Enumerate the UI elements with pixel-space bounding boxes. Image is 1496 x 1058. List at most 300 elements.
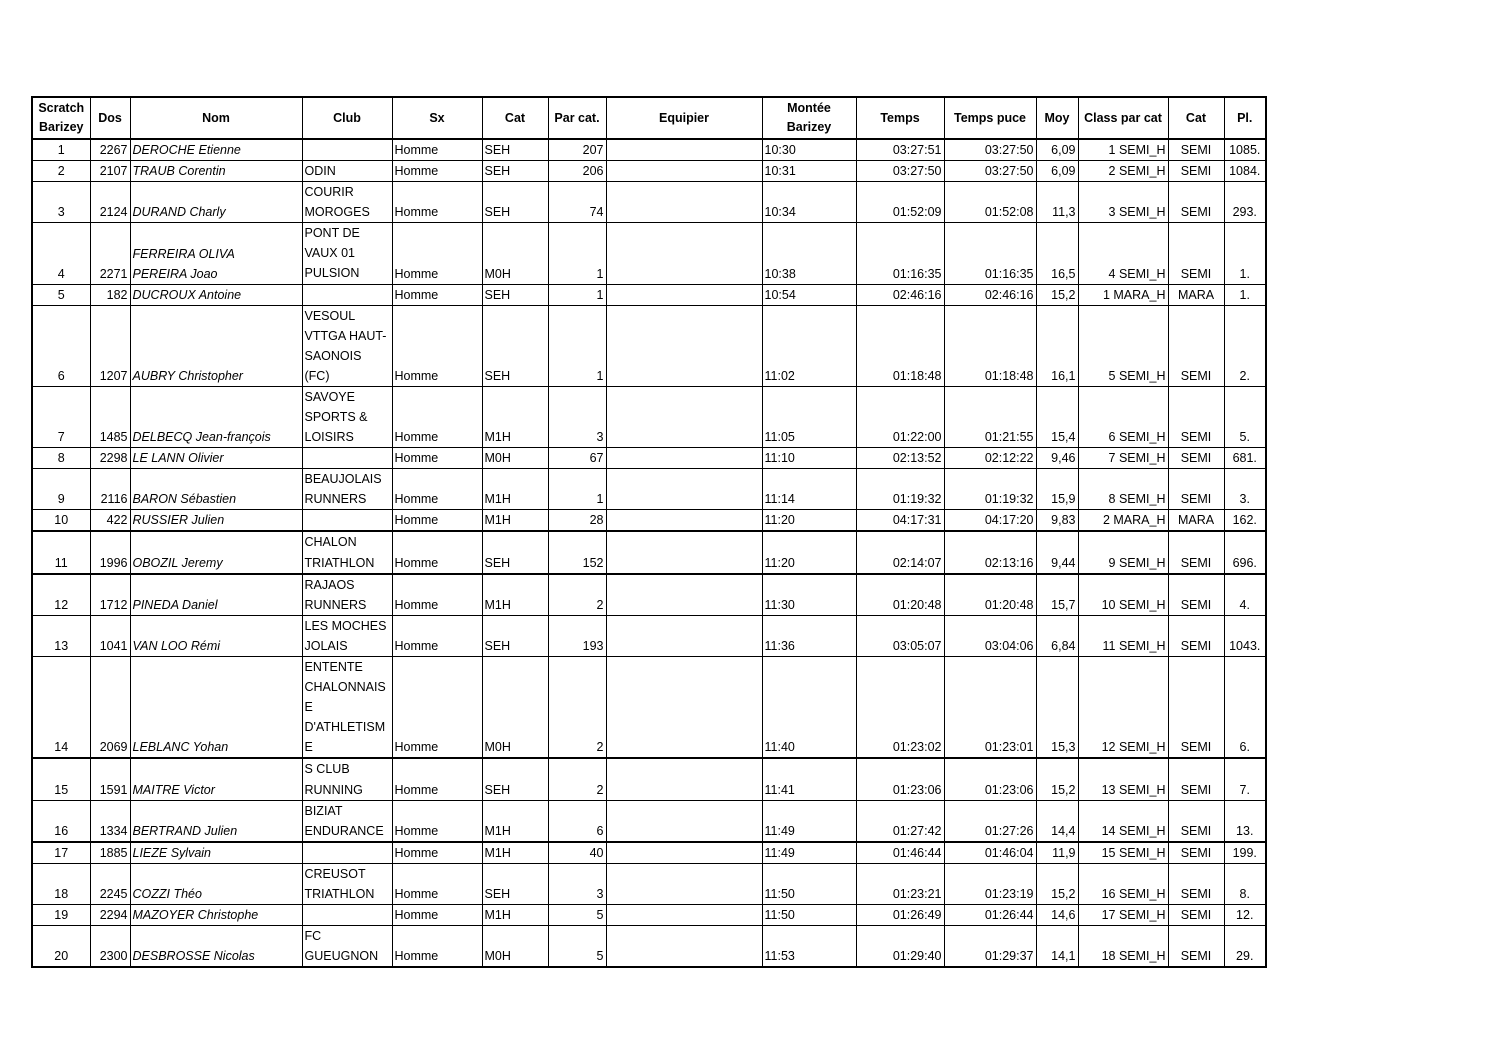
cell-nom: BARON Sébastien xyxy=(130,469,302,510)
cell-club: CREUSOT TRIATHLON xyxy=(302,863,392,904)
cell-nom: LE LANN Olivier xyxy=(130,448,302,469)
cell-temps-puce: 01:26:44 xyxy=(944,905,1036,926)
cell-par-cat: 5 xyxy=(548,926,606,968)
col-header-temps: Temps xyxy=(856,97,944,139)
cell-pl: 1. xyxy=(1224,284,1266,305)
cell-nom: DURAND Charly xyxy=(130,182,302,223)
cell-moy: 9,44 xyxy=(1036,531,1078,573)
cell-class-par-cat: 11 SEMI_H xyxy=(1078,615,1168,656)
cell-pl: 13. xyxy=(1224,800,1266,842)
cell-temps: 02:46:16 xyxy=(856,284,944,305)
cell-cat: SEH xyxy=(482,531,548,573)
cell-temps-puce: 01:46:04 xyxy=(944,842,1036,864)
cell-class-par-cat: 12 SEMI_H xyxy=(1078,656,1168,758)
cell-moy: 14,1 xyxy=(1036,926,1078,968)
cell-nom: LEBLANC Yohan xyxy=(130,656,302,758)
cell-moy: 16,5 xyxy=(1036,223,1078,284)
cell-cat: M0H xyxy=(482,926,548,968)
cell-cat-2: SEMI xyxy=(1168,926,1224,968)
col-header-temps-puce: Temps puce xyxy=(944,97,1036,139)
cell-par-cat: 3 xyxy=(548,863,606,904)
cell-scratch: 7 xyxy=(32,386,90,447)
cell-sx: Homme xyxy=(392,842,482,864)
cell-temps: 01:46:44 xyxy=(856,842,944,864)
cell-temps-puce: 03:04:06 xyxy=(944,615,1036,656)
table-row xyxy=(32,223,1266,284)
cell-pl: 4. xyxy=(1224,574,1266,616)
cell-sx: Homme xyxy=(392,305,482,386)
cell-club: PONT DE VAUX 01 PULSION xyxy=(302,223,392,284)
cell-cat-2: SEMI xyxy=(1168,305,1224,386)
cell-scratch: 20 xyxy=(32,926,90,968)
cell-equipier xyxy=(606,305,762,386)
cell-sx: Homme xyxy=(392,905,482,926)
cell-montee: 11:20 xyxy=(762,510,856,532)
cell-nom: DUCROUX Antoine xyxy=(130,284,302,305)
cell-pl: 1085. xyxy=(1224,139,1266,161)
cell-par-cat: 74 xyxy=(548,182,606,223)
cell-temps-puce: 01:23:06 xyxy=(944,758,1036,800)
cell-montee: 10:34 xyxy=(762,182,856,223)
cell-club: RAJAOS RUNNERS xyxy=(302,574,392,616)
cell-temps: 01:23:02 xyxy=(856,656,944,758)
cell-dos: 2267 xyxy=(90,139,130,161)
cell-sx: Homme xyxy=(392,615,482,656)
cell-cat: M1H xyxy=(482,510,548,532)
cell-cat: M0H xyxy=(482,448,548,469)
cell-scratch: 2 xyxy=(32,161,90,182)
cell-pl: 7. xyxy=(1224,758,1266,800)
cell-sx: Homme xyxy=(392,182,482,223)
cell-cat-2: SEMI xyxy=(1168,574,1224,616)
cell-cat-2: MARA xyxy=(1168,510,1224,532)
cell-dos: 2300 xyxy=(90,926,130,968)
cell-moy: 14,6 xyxy=(1036,905,1078,926)
cell-montee: 11:41 xyxy=(762,758,856,800)
cell-equipier xyxy=(606,386,762,447)
cell-cat: M1H xyxy=(482,386,548,447)
cell-dos: 182 xyxy=(90,284,130,305)
cell-scratch: 9 xyxy=(32,469,90,510)
results-table xyxy=(31,96,1267,968)
cell-cat-2: SEMI xyxy=(1168,863,1224,904)
cell-nom: MAZOYER Christophe xyxy=(130,905,302,926)
cell-pl: 1. xyxy=(1224,223,1266,284)
cell-montee: 11:50 xyxy=(762,863,856,904)
cell-cat-2: SEMI xyxy=(1168,469,1224,510)
cell-dos: 2069 xyxy=(90,656,130,758)
cell-par-cat: 67 xyxy=(548,448,606,469)
cell-nom: DELBECQ Jean-françois xyxy=(130,386,302,447)
cell-temps: 02:13:52 xyxy=(856,448,944,469)
cell-par-cat: 40 xyxy=(548,842,606,864)
cell-par-cat: 1 xyxy=(548,284,606,305)
col-header-scratch: Scratch Barizey xyxy=(32,97,90,139)
cell-montee: 11:40 xyxy=(762,656,856,758)
cell-nom: COZZI Théo xyxy=(130,863,302,904)
cell-scratch: 13 xyxy=(32,615,90,656)
cell-par-cat: 207 xyxy=(548,139,606,161)
cell-moy: 15,2 xyxy=(1036,758,1078,800)
cell-nom: TRAUB Corentin xyxy=(130,161,302,182)
cell-temps: 03:05:07 xyxy=(856,615,944,656)
cell-moy: 15,2 xyxy=(1036,284,1078,305)
cell-nom: MAITRE Victor xyxy=(130,758,302,800)
cell-pl: 2. xyxy=(1224,305,1266,386)
cell-club xyxy=(302,139,392,161)
cell-temps-puce: 01:52:08 xyxy=(944,182,1036,223)
table-row xyxy=(32,305,1266,386)
cell-cat: SEH xyxy=(482,758,548,800)
cell-class-par-cat: 5 SEMI_H xyxy=(1078,305,1168,386)
cell-moy: 15,9 xyxy=(1036,469,1078,510)
cell-pl: 8. xyxy=(1224,863,1266,904)
cell-class-par-cat: 6 SEMI_H xyxy=(1078,386,1168,447)
col-header-cat-2: Cat xyxy=(1168,97,1224,139)
cell-temps: 01:16:35 xyxy=(856,223,944,284)
cell-scratch: 12 xyxy=(32,574,90,616)
col-header-class-par-cat: Class par cat xyxy=(1078,97,1168,139)
cell-temps-puce: 01:23:19 xyxy=(944,863,1036,904)
cell-temps: 01:23:21 xyxy=(856,863,944,904)
cell-equipier xyxy=(606,615,762,656)
cell-pl: 29. xyxy=(1224,926,1266,968)
cell-equipier xyxy=(606,161,762,182)
cell-equipier xyxy=(606,469,762,510)
cell-cat-2: SEMI xyxy=(1168,161,1224,182)
cell-cat: SEH xyxy=(482,161,548,182)
cell-montee: 10:38 xyxy=(762,223,856,284)
cell-temps: 01:52:09 xyxy=(856,182,944,223)
cell-pl: 6. xyxy=(1224,656,1266,758)
cell-class-par-cat: 18 SEMI_H xyxy=(1078,926,1168,968)
table-row xyxy=(32,531,1266,573)
cell-nom: BERTRAND Julien xyxy=(130,800,302,842)
cell-scratch: 4 xyxy=(32,223,90,284)
cell-dos: 2107 xyxy=(90,161,130,182)
col-header-cat: Cat xyxy=(482,97,548,139)
cell-moy: 14,4 xyxy=(1036,800,1078,842)
cell-dos: 2294 xyxy=(90,905,130,926)
col-header-dos: Dos xyxy=(90,97,130,139)
cell-pl: 1043. xyxy=(1224,615,1266,656)
cell-cat: M1H xyxy=(482,469,548,510)
cell-cat-2: SEMI xyxy=(1168,758,1224,800)
cell-moy: 15,4 xyxy=(1036,386,1078,447)
cell-class-par-cat: 14 SEMI_H xyxy=(1078,800,1168,842)
cell-montee: 11:49 xyxy=(762,800,856,842)
cell-equipier xyxy=(606,842,762,864)
cell-montee: 10:30 xyxy=(762,139,856,161)
cell-cat: SEH xyxy=(482,139,548,161)
cell-temps: 01:26:49 xyxy=(856,905,944,926)
cell-temps: 02:14:07 xyxy=(856,531,944,573)
cell-sx: Homme xyxy=(392,284,482,305)
cell-class-par-cat: 8 SEMI_H xyxy=(1078,469,1168,510)
cell-moy: 15,3 xyxy=(1036,656,1078,758)
cell-par-cat: 2 xyxy=(548,656,606,758)
cell-class-par-cat: 2 MARA_H xyxy=(1078,510,1168,532)
cell-montee: 11:05 xyxy=(762,386,856,447)
cell-cat: M0H xyxy=(482,656,548,758)
cell-equipier xyxy=(606,905,762,926)
cell-temps: 01:29:40 xyxy=(856,926,944,968)
cell-par-cat: 5 xyxy=(548,905,606,926)
cell-par-cat: 1 xyxy=(548,469,606,510)
table-row xyxy=(32,905,1266,926)
cell-club xyxy=(302,448,392,469)
col-header-sx: Sx xyxy=(392,97,482,139)
cell-par-cat: 2 xyxy=(548,758,606,800)
cell-cat-2: SEMI xyxy=(1168,223,1224,284)
col-header-moy: Moy xyxy=(1036,97,1078,139)
cell-cat: SEH xyxy=(482,615,548,656)
cell-pl: 681. xyxy=(1224,448,1266,469)
cell-class-par-cat: 17 SEMI_H xyxy=(1078,905,1168,926)
cell-moy: 9,83 xyxy=(1036,510,1078,532)
cell-sx: Homme xyxy=(392,531,482,573)
cell-par-cat: 3 xyxy=(548,386,606,447)
table-row xyxy=(32,182,1266,223)
cell-class-par-cat: 16 SEMI_H xyxy=(1078,863,1168,904)
cell-moy: 16,1 xyxy=(1036,305,1078,386)
cell-montee: 11:49 xyxy=(762,842,856,864)
cell-club xyxy=(302,905,392,926)
cell-scratch: 11 xyxy=(32,531,90,573)
cell-par-cat: 6 xyxy=(548,800,606,842)
cell-cat: M1H xyxy=(482,842,548,864)
cell-nom: OBOZIL Jeremy xyxy=(130,531,302,573)
cell-montee: 11:14 xyxy=(762,469,856,510)
col-header-nom: Nom xyxy=(130,97,302,139)
cell-temps-puce: 03:27:50 xyxy=(944,161,1036,182)
table-row xyxy=(32,800,1266,842)
cell-temps: 01:20:48 xyxy=(856,574,944,616)
cell-dos: 1885 xyxy=(90,842,130,864)
cell-pl: 199. xyxy=(1224,842,1266,864)
cell-equipier xyxy=(606,926,762,968)
col-header-club: Club xyxy=(302,97,392,139)
cell-par-cat: 1 xyxy=(548,223,606,284)
cell-class-par-cat: 9 SEMI_H xyxy=(1078,531,1168,573)
table-row xyxy=(32,656,1266,758)
cell-scratch: 19 xyxy=(32,905,90,926)
col-header-par-cat: Par cat. xyxy=(548,97,606,139)
cell-montee: 10:54 xyxy=(762,284,856,305)
cell-scratch: 8 xyxy=(32,448,90,469)
table-row xyxy=(32,386,1266,447)
cell-sx: Homme xyxy=(392,469,482,510)
cell-temps-puce: 02:46:16 xyxy=(944,284,1036,305)
cell-equipier xyxy=(606,284,762,305)
cell-cat: M1H xyxy=(482,800,548,842)
cell-temps: 01:27:42 xyxy=(856,800,944,842)
cell-club: CHALON TRIATHLON xyxy=(302,531,392,573)
cell-dos: 2245 xyxy=(90,863,130,904)
cell-moy: 15,7 xyxy=(1036,574,1078,616)
cell-equipier xyxy=(606,656,762,758)
cell-dos: 1207 xyxy=(90,305,130,386)
cell-scratch: 10 xyxy=(32,510,90,532)
cell-dos: 422 xyxy=(90,510,130,532)
table-row xyxy=(32,284,1266,305)
cell-equipier xyxy=(606,182,762,223)
cell-dos: 2271 xyxy=(90,223,130,284)
cell-par-cat: 152 xyxy=(548,531,606,573)
cell-temps-puce: 03:27:50 xyxy=(944,139,1036,161)
cell-dos: 1996 xyxy=(90,531,130,573)
cell-temps-puce: 01:21:55 xyxy=(944,386,1036,447)
cell-dos: 2298 xyxy=(90,448,130,469)
cell-cat: M1H xyxy=(482,574,548,616)
cell-scratch: 1 xyxy=(32,139,90,161)
cell-class-par-cat: 4 SEMI_H xyxy=(1078,223,1168,284)
cell-nom: VAN LOO Rémi xyxy=(130,615,302,656)
cell-club: VESOUL VTTGA HAUT- SAONOIS (FC) xyxy=(302,305,392,386)
cell-equipier xyxy=(606,510,762,532)
cell-sx: Homme xyxy=(392,510,482,532)
cell-cat-2: SEMI xyxy=(1168,182,1224,223)
cell-cat-2: SEMI xyxy=(1168,615,1224,656)
cell-nom: PINEDA Daniel xyxy=(130,574,302,616)
cell-moy: 11,9 xyxy=(1036,842,1078,864)
table-row xyxy=(32,139,1266,161)
cell-class-par-cat: 10 SEMI_H xyxy=(1078,574,1168,616)
cell-temps: 01:22:00 xyxy=(856,386,944,447)
table-row xyxy=(32,926,1266,968)
cell-class-par-cat: 1 MARA_H xyxy=(1078,284,1168,305)
cell-club: ODIN xyxy=(302,161,392,182)
cell-dos: 1485 xyxy=(90,386,130,447)
cell-equipier xyxy=(606,758,762,800)
cell-montee: 11:50 xyxy=(762,905,856,926)
cell-temps: 01:23:06 xyxy=(856,758,944,800)
cell-pl: 1084. xyxy=(1224,161,1266,182)
cell-pl: 5. xyxy=(1224,386,1266,447)
cell-class-par-cat: 15 SEMI_H xyxy=(1078,842,1168,864)
cell-par-cat: 28 xyxy=(548,510,606,532)
cell-scratch: 5 xyxy=(32,284,90,305)
cell-pl: 696. xyxy=(1224,531,1266,573)
cell-scratch: 16 xyxy=(32,800,90,842)
cell-cat-2: MARA xyxy=(1168,284,1224,305)
cell-dos: 1334 xyxy=(90,800,130,842)
cell-nom: LIEZE Sylvain xyxy=(130,842,302,864)
cell-temps-puce: 01:16:35 xyxy=(944,223,1036,284)
cell-scratch: 18 xyxy=(32,863,90,904)
cell-montee: 10:31 xyxy=(762,161,856,182)
cell-club xyxy=(302,842,392,864)
cell-equipier xyxy=(606,448,762,469)
cell-dos: 1591 xyxy=(90,758,130,800)
cell-montee: 11:02 xyxy=(762,305,856,386)
cell-sx: Homme xyxy=(392,863,482,904)
cell-sx: Homme xyxy=(392,656,482,758)
table-row xyxy=(32,863,1266,904)
cell-pl: 162. xyxy=(1224,510,1266,532)
cell-pl: 12. xyxy=(1224,905,1266,926)
cell-nom: RUSSIER Julien xyxy=(130,510,302,532)
cell-sx: Homme xyxy=(392,448,482,469)
cell-class-par-cat: 2 SEMI_H xyxy=(1078,161,1168,182)
cell-montee: 11:30 xyxy=(762,574,856,616)
cell-sx: Homme xyxy=(392,223,482,284)
cell-temps-puce: 02:12:22 xyxy=(944,448,1036,469)
cell-cat: M0H xyxy=(482,223,548,284)
cell-cat-2: SEMI xyxy=(1168,800,1224,842)
cell-temps-puce: 01:23:01 xyxy=(944,656,1036,758)
cell-equipier xyxy=(606,863,762,904)
cell-sx: Homme xyxy=(392,386,482,447)
cell-dos: 1712 xyxy=(90,574,130,616)
table-row xyxy=(32,615,1266,656)
cell-temps-puce: 02:13:16 xyxy=(944,531,1036,573)
cell-club: LES MOCHES JOLAIS xyxy=(302,615,392,656)
cell-equipier xyxy=(606,574,762,616)
table-row xyxy=(32,510,1266,532)
cell-temps: 04:17:31 xyxy=(856,510,944,532)
cell-club xyxy=(302,510,392,532)
cell-moy: 6,84 xyxy=(1036,615,1078,656)
cell-club: BEAUJOLAIS RUNNERS xyxy=(302,469,392,510)
cell-temps: 03:27:51 xyxy=(856,139,944,161)
cell-club: BIZIAT ENDURANCE xyxy=(302,800,392,842)
cell-equipier xyxy=(606,139,762,161)
cell-temps-puce: 01:18:48 xyxy=(944,305,1036,386)
cell-par-cat: 206 xyxy=(548,161,606,182)
cell-cat: SEH xyxy=(482,284,548,305)
cell-equipier xyxy=(606,531,762,573)
cell-sx: Homme xyxy=(392,926,482,968)
cell-montee: 11:10 xyxy=(762,448,856,469)
cell-cat-2: SEMI xyxy=(1168,656,1224,758)
cell-sx: Homme xyxy=(392,800,482,842)
cell-moy: 15,2 xyxy=(1036,863,1078,904)
cell-scratch: 14 xyxy=(32,656,90,758)
cell-montee: 11:36 xyxy=(762,615,856,656)
cell-montee: 11:20 xyxy=(762,531,856,573)
cell-equipier xyxy=(606,800,762,842)
cell-moy: 11,3 xyxy=(1036,182,1078,223)
cell-cat: SEH xyxy=(482,182,548,223)
cell-pl: 293. xyxy=(1224,182,1266,223)
cell-club: FC GUEUGNON xyxy=(302,926,392,968)
table-row xyxy=(32,448,1266,469)
cell-moy: 9,46 xyxy=(1036,448,1078,469)
table-row xyxy=(32,758,1266,800)
cell-temps-puce: 01:19:32 xyxy=(944,469,1036,510)
cell-cat-2: SEMI xyxy=(1168,842,1224,864)
cell-montee: 11:53 xyxy=(762,926,856,968)
cell-class-par-cat: 7 SEMI_H xyxy=(1078,448,1168,469)
cell-cat-2: SEMI xyxy=(1168,139,1224,161)
col-header-equipier: Equipier xyxy=(606,97,762,139)
cell-sx: Homme xyxy=(392,574,482,616)
cell-sx: Homme xyxy=(392,139,482,161)
col-header-montee: Montée Barizey xyxy=(762,97,856,139)
cell-temps-puce: 01:20:48 xyxy=(944,574,1036,616)
cell-temps: 01:19:32 xyxy=(856,469,944,510)
cell-cat-2: SEMI xyxy=(1168,905,1224,926)
cell-club xyxy=(302,284,392,305)
cell-nom: AUBRY Christopher xyxy=(130,305,302,386)
cell-pl: 3. xyxy=(1224,469,1266,510)
cell-moy: 6,09 xyxy=(1036,161,1078,182)
cell-scratch: 6 xyxy=(32,305,90,386)
table-row xyxy=(32,842,1266,864)
header-row xyxy=(32,97,1266,139)
cell-scratch: 3 xyxy=(32,182,90,223)
